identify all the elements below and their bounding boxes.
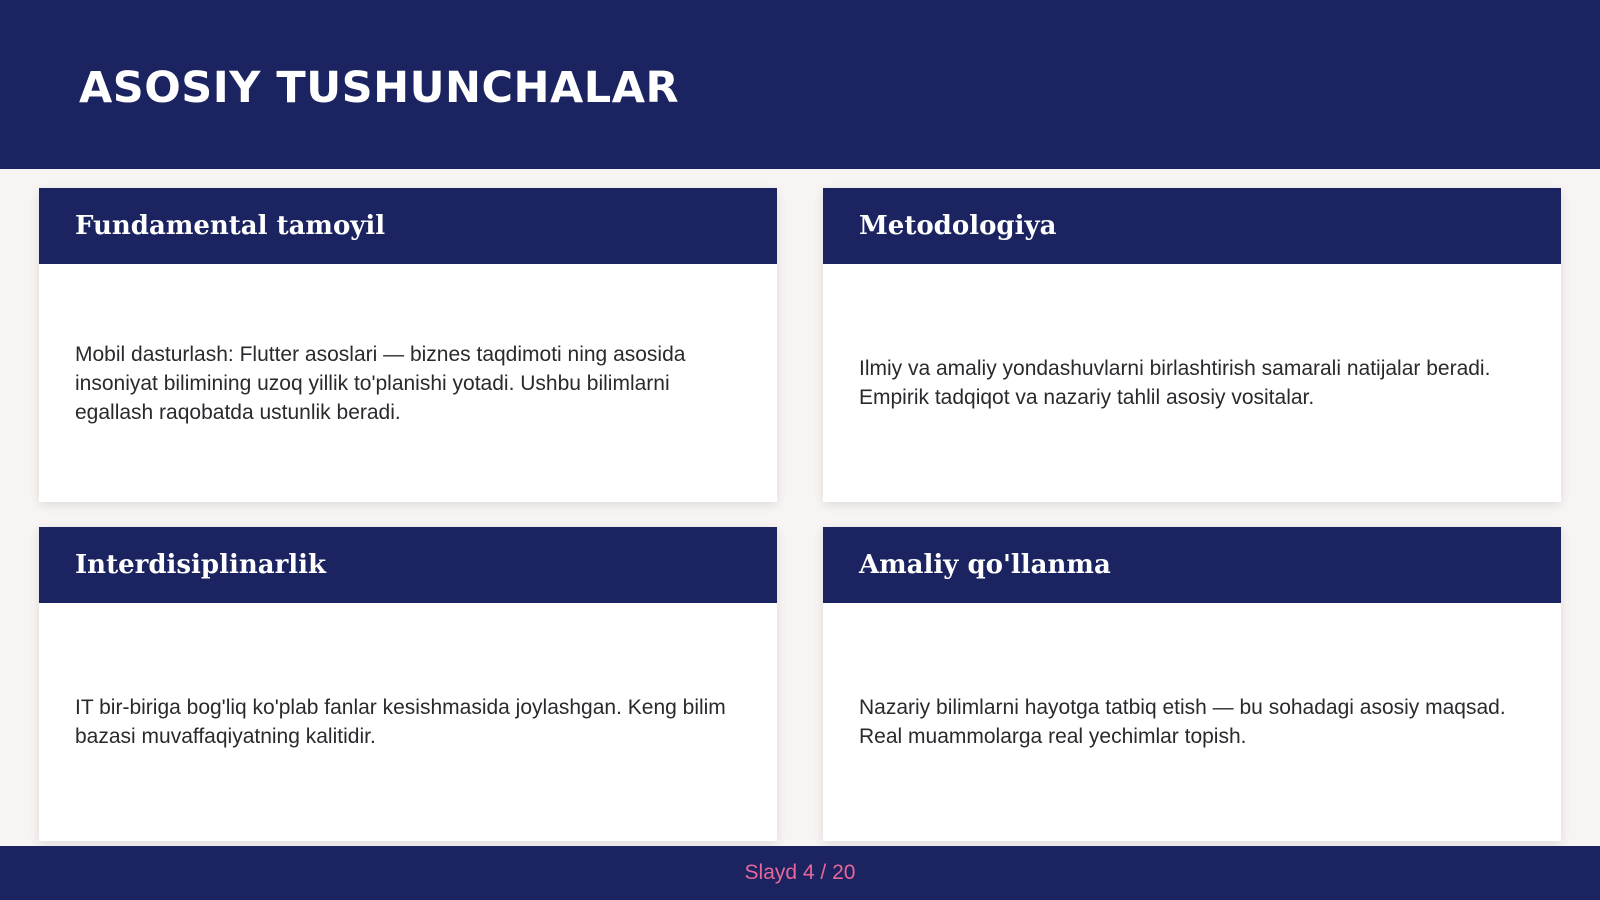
slide-footer: [0, 846, 1600, 900]
concept-card-interdisciplinary: [39, 527, 777, 841]
card-title: Amaliy qo'llanma: [859, 550, 1111, 580]
card-title: Interdisiplinarlik: [75, 550, 327, 580]
concept-card-methodology: [823, 188, 1561, 502]
card-header: [39, 188, 777, 264]
concept-card-practical: [823, 527, 1561, 841]
card-body: [75, 264, 741, 502]
card-text: IT bir-biriga bog'liq ko'plab fanlar kesishmasida joylashgan. Keng bilim bazasi muvaffaqiyatning kalitidir.: [75, 696, 726, 748]
card-title: Metodologiya: [859, 211, 1057, 241]
card-body: [75, 603, 741, 841]
card-body: [859, 603, 1525, 841]
slide-title: ASOSIY TUSHUNCHALAR: [79, 63, 680, 113]
card-header: [823, 188, 1561, 264]
slide-header: [0, 0, 1600, 169]
concept-card-fundamental: [39, 188, 777, 502]
card-body: [859, 264, 1525, 502]
card-text: Ilmiy va amaliy yondashuvlarni birlashtirish samarali natijalar beradi. Empirik tadqiqot va nazariy tahlil asosiy vositalar.: [859, 357, 1491, 409]
slide-counter: Slayd 4 / 20: [744, 861, 856, 884]
card-title: Fundamental tamoyil: [75, 211, 386, 241]
card-header: [823, 527, 1561, 603]
card-text: Nazariy bilimlarni hayotga tatbiq etish — bu sohadagi asosiy maqsad. Real muammolarga real yechimlar topish.: [859, 696, 1506, 748]
card-text: Mobil dasturlash: Flutter asoslari — biznes taqdimoti ning asosida insoniyat bilimining uzoq yillik to'planishi yotadi. Ushbu bilimlarni egallash raqobatda ustunlik beradi.: [75, 342, 686, 424]
card-header: [39, 527, 777, 603]
